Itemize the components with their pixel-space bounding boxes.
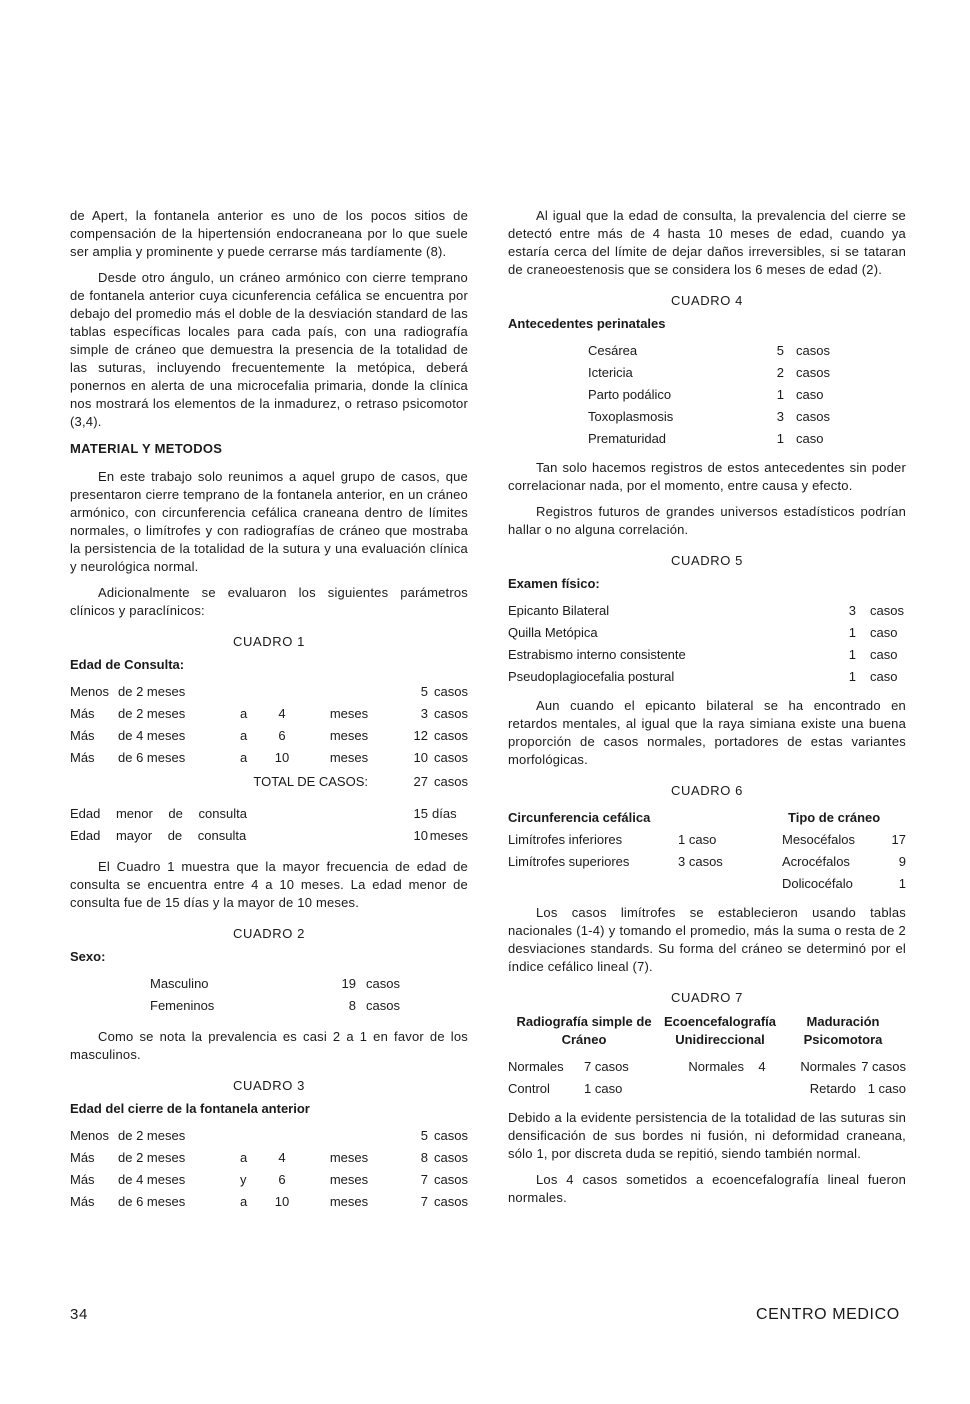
cell: casos <box>796 364 830 380</box>
table-row <box>588 427 848 449</box>
cell: Normales <box>800 1058 856 1074</box>
cell: a <box>240 705 248 721</box>
table-total-row <box>70 768 468 794</box>
cell: de 6 meses <box>118 1193 186 1209</box>
cell: 5 <box>420 683 428 699</box>
cell: a <box>240 727 248 743</box>
cell <box>260 1124 304 1146</box>
cell: meses <box>429 827 468 843</box>
cell: 1 <box>776 386 784 402</box>
cell: Retardo <box>809 1080 856 1096</box>
cell: 5 <box>420 1127 428 1143</box>
cell: casos <box>796 408 830 424</box>
cell: 5 <box>776 342 784 358</box>
table-subtitle: Sexo: <box>70 949 106 964</box>
table-subtitle: Examen físico: <box>508 576 600 591</box>
cell: Edad mayor de consulta <box>70 827 247 843</box>
cell: casos <box>366 975 400 991</box>
table-row <box>508 621 906 643</box>
paragraph: Desde otro ángulo, un cráneo armónico con cierre temprano de fontanela anterior cuya cicunferencia cefálica se encuentra por debajo del promedio más el doble de la desviación standard de las tablas específicas locales para cada país, con una radiografía simple de cráneo que demuestra la presencia de la totalidad de las suturas, incluyendo frecuentemente la metópica, deberá ponernos en alerta de una microcefalia primaria, donde la clínica nos mostrará los elementos de la inmadurez, o retraso psicomotor (3,4). <box>70 270 468 429</box>
cell: 1 caso <box>678 831 717 847</box>
total-value: 27 <box>413 773 428 789</box>
table-header-row <box>508 806 906 828</box>
cell <box>304 1124 394 1146</box>
cell: Más <box>70 1171 95 1187</box>
cell: caso <box>796 430 824 446</box>
paragraph: Como se nota la prevalencia es casi 2 a 1 en favor de los masculinos. <box>70 1029 468 1062</box>
paragraph: Debido a la evidente persistencia de la totalidad de las suturas sin densificación de sus bordes ni fusión, ni deformidad craneana, sólo 1, por discreta duda se repitió, siendo también normal. <box>508 1110 906 1161</box>
cell: Más <box>70 749 95 765</box>
table-title: CUADRO 5 <box>671 553 743 568</box>
cell: Normales <box>688 1058 744 1074</box>
table-row <box>70 802 468 824</box>
section-heading: MATERIAL Y METODOS <box>70 441 223 456</box>
cell: 17 <box>891 831 906 847</box>
cell: meses <box>329 1193 369 1209</box>
cell: 3 <box>848 602 856 618</box>
cell: casos <box>434 1127 468 1143</box>
cell: de 2 meses <box>118 1149 186 1165</box>
cell: Dolicocéfalo <box>782 875 853 891</box>
table-title: CUADRO 4 <box>671 293 743 308</box>
cell: 3 <box>776 408 784 424</box>
cell: meses <box>329 749 369 765</box>
paragraph: de Apert, la fontanela anterior es uno de los pocos sitios de compensación de la hipertensión endocraneana por lo que suele ser amplia y prominente y puede cerrarse más tardíamente (8). <box>70 208 468 259</box>
cell: 6 <box>278 1171 286 1187</box>
table-header-row <box>508 1013 906 1049</box>
cell: Limítrofes inferiores <box>508 831 623 847</box>
table-subtitle: Edad del cierre de la fontanela anterior <box>70 1101 310 1116</box>
cell: 10 <box>274 749 290 765</box>
cell: casos <box>434 749 468 765</box>
paragraph: Registros futuros de grandes universos estadísticos podrían hallar o no alguna correlación. <box>508 504 906 537</box>
table-row <box>508 1077 906 1099</box>
table-title: CUADRO 1 <box>233 634 305 649</box>
table-row <box>70 702 468 724</box>
cell: meses <box>329 1149 369 1165</box>
cell: Epicanto Bilateral <box>508 602 610 618</box>
cell: meses <box>329 727 369 743</box>
cell: Pseudoplagiocefalia postural <box>508 668 675 684</box>
paragraph: Los 4 casos sometidos a ecoencefalografía lineal fueron normales. <box>508 1172 906 1205</box>
cell: a <box>240 749 248 765</box>
cell: casos <box>434 705 468 721</box>
table-row <box>508 828 906 850</box>
cell: Ictericia <box>588 364 633 380</box>
cell <box>240 680 260 702</box>
cell: Cesárea <box>588 342 638 358</box>
cuadro-5-table <box>508 599 906 687</box>
cell: casos <box>434 683 468 699</box>
cell: 1 <box>898 875 906 891</box>
paragraph: Los casos limítrofes se establecieron usando tablas nacionales (1-4) y tomando el promedio, más la suma o resta de 2 desviaciones standards. Su forma del cráneo se determinó por el índice cefálico lineal (7). <box>508 905 906 974</box>
cell: 8 <box>420 1149 428 1165</box>
cell <box>660 1077 744 1099</box>
column-header: Maduración Psicomotora <box>803 1014 883 1047</box>
table-row <box>508 599 906 621</box>
table-row <box>588 361 848 383</box>
cell <box>260 680 304 702</box>
cuadro-7-table <box>508 1013 906 1099</box>
cell <box>304 680 394 702</box>
cell <box>240 1124 260 1146</box>
cuadro-2-table <box>150 972 410 1016</box>
cell: Toxoplasmosis <box>588 408 674 424</box>
cell: caso <box>870 624 898 640</box>
paragraph: Adicionalmente se evaluaron los siguientes parámetros clínicos y paraclínicos: <box>70 585 468 618</box>
cell: 8 <box>348 997 356 1013</box>
cell: 4 <box>758 1058 766 1074</box>
cell: 3 <box>420 705 428 721</box>
table-row <box>70 1146 468 1168</box>
table-row <box>70 680 468 702</box>
cell: caso <box>870 668 898 684</box>
table-title: CUADRO 6 <box>671 783 743 798</box>
cell: de 4 meses <box>118 1171 186 1187</box>
cell: Parto podálico <box>588 386 672 402</box>
cell: Femeninos <box>150 997 215 1013</box>
cell: casos <box>366 997 400 1013</box>
table-row <box>150 972 410 994</box>
cell: casos <box>870 602 904 618</box>
cell: 10 <box>413 827 428 843</box>
cell: 1 <box>776 430 784 446</box>
cell: casos <box>434 1171 468 1187</box>
cuadro-1-table <box>70 680 468 846</box>
table-row <box>70 746 468 768</box>
cuadro-6-table <box>508 806 906 894</box>
total-label: TOTAL DE CASOS: <box>253 773 368 789</box>
cell: Más <box>70 1149 95 1165</box>
paragraph: Tan solo hacemos registros de estos antecedentes sin poder correlacionar nada, por el momento, entre causa y efecto. <box>508 460 906 493</box>
cell: Más <box>70 705 95 721</box>
cell: 1 <box>848 668 856 684</box>
cell <box>678 872 782 894</box>
table-row <box>70 724 468 746</box>
table-row <box>70 1168 468 1190</box>
column-header: Ecoencefalografía Unidireccional <box>664 1014 776 1047</box>
table-row <box>150 994 410 1016</box>
cell: caso <box>870 646 898 662</box>
cell: Normales <box>508 1058 564 1074</box>
cell: 3 casos <box>678 853 723 869</box>
cell: 4 <box>278 705 286 721</box>
table-row <box>508 665 906 687</box>
column-header: Radiografía simple de Cráneo <box>516 1014 652 1047</box>
cell: 10 <box>274 1193 290 1209</box>
cell: de 2 meses <box>118 683 186 699</box>
cell: 19 <box>341 975 356 991</box>
column-header: Tipo de cráneo <box>788 809 881 825</box>
table-row <box>508 872 906 894</box>
cell: Edad menor de consulta <box>70 805 247 821</box>
table-title: CUADRO 3 <box>233 1078 305 1093</box>
cell: Mesocéfalos <box>782 831 855 847</box>
table-row <box>588 405 848 427</box>
cell: de 6 meses <box>118 749 186 765</box>
cell: Estrabismo interno consistente <box>508 646 686 662</box>
right-column <box>508 207 906 1215</box>
cell: casos <box>434 1149 468 1165</box>
cell: 1 <box>848 646 856 662</box>
cell: casos <box>434 1193 468 1209</box>
cell: Control <box>508 1080 550 1096</box>
table-row <box>70 1124 468 1146</box>
cell: Más <box>70 727 95 743</box>
cell: Limítrofes superiores <box>508 853 630 869</box>
cell: Más <box>70 1193 95 1209</box>
cell: Menos <box>70 1127 110 1143</box>
cell <box>744 1077 780 1099</box>
paragraph: En este trabajo solo reunimos a aquel grupo de casos, que presentaron cierre temprano de la fontanela anterior, en un cráneo armónico, con circunferencia cefálica craneana dentro de límites normales, o limítrofes y con radiografías de cráneo que mostraba la persistencia de la totalidad de la sutura y una evaluación clínica y neurológica normal. <box>70 469 468 574</box>
table-title: CUADRO 2 <box>233 926 305 941</box>
paragraph: Aun cuando el epicanto bilateral se ha encontrado en retardos mentales, al igual que la raya simiana existe una buena proporción de casos normales, portadores de estas variantes morfológicas. <box>508 698 906 767</box>
cuadro-4-table <box>588 339 848 449</box>
left-column <box>70 207 468 1212</box>
table-subtitle: Edad de Consulta: <box>70 657 185 672</box>
table-row <box>588 383 848 405</box>
cell: 12 <box>413 727 428 743</box>
cell: 6 <box>278 727 286 743</box>
cell: casos <box>434 773 468 789</box>
cell: 7 casos <box>861 1058 906 1074</box>
cell: y <box>240 1171 247 1187</box>
cell: de 2 meses <box>118 705 186 721</box>
cell: a <box>240 1149 248 1165</box>
table-subtitle: Antecedentes perinatales <box>508 316 666 331</box>
cell: 15 <box>413 805 428 821</box>
cell <box>508 872 678 894</box>
cell: 1 caso <box>584 1080 623 1096</box>
cell: de 4 meses <box>118 727 186 743</box>
cell: Quilla Metópica <box>508 624 598 640</box>
column-header: Circunferencia cefálica <box>508 809 651 825</box>
cell: Menos <box>70 683 110 699</box>
cell: 2 <box>776 364 784 380</box>
paragraph: Al igual que la edad de consulta, la prevalencia del cierre se detectó entre más de 4 hasta 10 meses de edad, cuando ya estaría cerca del límite de dejar daños irreversibles, si se tataran de craneoestenosis que se considera los 6 meses de edad (2). <box>508 208 906 277</box>
cell: Prematuridad <box>588 430 667 446</box>
table-title: CUADRO 7 <box>671 990 743 1005</box>
table-row <box>508 850 906 872</box>
cell: meses <box>329 1171 369 1187</box>
table-row <box>508 1055 906 1077</box>
cell: Acrocéfalos <box>782 853 850 869</box>
cell: meses <box>329 705 369 721</box>
journal-name: CENTRO MEDICO <box>756 1306 900 1323</box>
cell: días <box>432 805 457 821</box>
cell: 7 <box>420 1171 428 1187</box>
cell: Masculino <box>150 975 209 991</box>
table-row <box>70 824 468 846</box>
paragraph: El Cuadro 1 muestra que la mayor frecuencia de edad de consulta se encuentra entre 4 a 10 meses. La edad menor de consulta fue de 15 días y la mayor de 10 meses. <box>70 859 468 910</box>
cell: caso <box>796 386 824 402</box>
cell: de 2 meses <box>118 1127 186 1143</box>
table-row <box>588 339 848 361</box>
cell: 9 <box>898 853 906 869</box>
cuadro-3-table <box>70 1124 468 1212</box>
cell: casos <box>434 727 468 743</box>
cell: 1 <box>848 624 856 640</box>
cell: 7 casos <box>584 1058 629 1074</box>
cell: 4 <box>278 1149 286 1165</box>
cell: 10 <box>413 749 428 765</box>
cell: a <box>240 1193 248 1209</box>
cell: 7 <box>420 1193 428 1209</box>
table-row <box>70 1190 468 1212</box>
cell: casos <box>796 342 830 358</box>
table-row <box>508 643 906 665</box>
cell: 1 caso <box>867 1080 906 1096</box>
page-number: 34 <box>70 1306 88 1323</box>
